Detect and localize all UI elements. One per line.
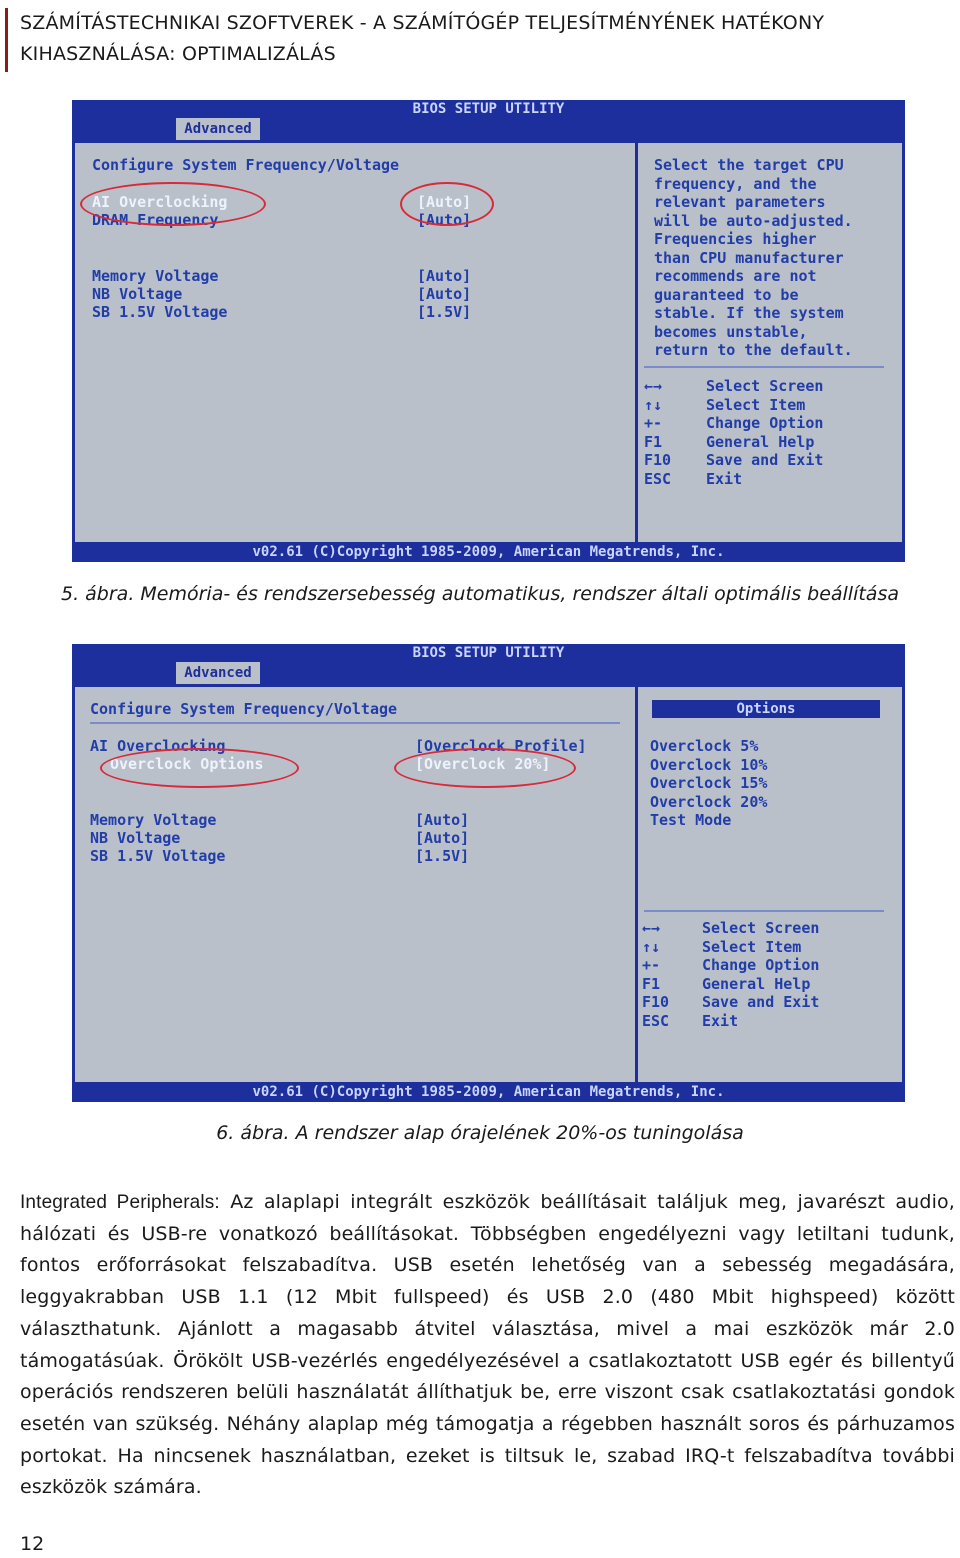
- bios-options-title: Options: [652, 700, 880, 718]
- bios-key: +-: [642, 956, 661, 974]
- highlight-circle: [394, 748, 576, 788]
- bios-setting-label: Overclock Options: [110, 755, 264, 773]
- bios-setting-label: SB 1.5V Voltage: [90, 847, 226, 865]
- bios-help-line: Frequencies higher: [654, 230, 817, 248]
- bios-key-action: Select Item: [706, 395, 806, 414]
- bios-tab-bar: [72, 662, 905, 684]
- bios-setting-value: [Auto]: [417, 285, 472, 303]
- bios-setting-label: Memory Voltage: [90, 811, 217, 829]
- bios-key: ESC: [644, 469, 672, 488]
- bios-help-line: Select the target CPU: [654, 156, 844, 174]
- bios-setting-value: [Overclock Profile]: [415, 737, 587, 755]
- bios-setting-value: [Auto]: [415, 811, 470, 829]
- bios-section-title: Configure System Frequency/Voltage: [92, 156, 400, 174]
- bios-option-item: Test Mode: [650, 811, 732, 829]
- bios-key: ↑↓: [644, 395, 663, 414]
- paragraph-lead-term: Integrated Peripherals:: [20, 1192, 220, 1213]
- bios-setting-label: Memory Voltage: [92, 267, 219, 285]
- bios-key-action: Select Screen: [706, 377, 824, 395]
- bios-key-action: Change Option: [702, 956, 820, 974]
- figure-caption-6: 6. ábra. A rendszer alap órajelének 20%-os tuningolása: [216, 1122, 744, 1144]
- bios-option-item: Overclock 20%: [650, 792, 768, 811]
- bios-setting-label: AI Overclocking: [90, 737, 226, 755]
- bios-setting-value: [Auto]: [417, 211, 472, 229]
- header-line-1: SZÁMÍTÁSTECHNIKAI SZOFTVEREK - A SZÁMÍTÓGÉP TELJESÍTMÉNYÉNEK HATÉKONY: [20, 12, 825, 34]
- bios-footer: v02.61 (C)Copyright 1985-2009, American Megatrends, Inc.: [72, 542, 905, 562]
- page-number: 12: [20, 1533, 45, 1555]
- bios-title: BIOS SETUP UTILITY: [72, 100, 905, 118]
- bios-key-action: Save and Exit: [706, 451, 824, 469]
- bios-option-item: Overclock 5%: [650, 737, 759, 755]
- bios-key: ↑↓: [642, 937, 661, 956]
- bios-key-action: Save and Exit: [702, 993, 820, 1011]
- bios-key-action: Exit: [702, 1011, 739, 1030]
- bios-help-line: becomes unstable,: [654, 322, 808, 341]
- bios-key: ←→: [644, 377, 663, 395]
- header-line-2: KIHASZNÁLÁSA: OPTIMALIZÁLÁS: [20, 43, 336, 65]
- bios-footer: v02.61 (C)Copyright 1985-2009, American Megatrends, Inc.: [72, 1082, 905, 1102]
- bios-setting-label: NB Voltage: [92, 285, 183, 303]
- bios-divider: [635, 140, 638, 542]
- bios-help-separator: [644, 910, 884, 912]
- bios-key-action: Select Screen: [702, 919, 820, 937]
- bios-help-line: will be auto-adjusted.: [654, 211, 853, 230]
- bios-key: F1: [644, 432, 663, 451]
- paragraph-text: Az alaplapi integrált eszközök beállításait találjuk meg, javarészt audio, hálózati és USB-re vonatkozó beállításokat. Többségben engedélyezni vagy letiltani tudunk, fontos erőforrásokat felszabadítva. USB esetén lehetőség van a sebesség megadására, leggyakrabban USB 1.1 (12 Mbit fullspeed) és USB 2.0 (480 Mbit highspeed) között választhatunk. Ajánlott a magasabb átvitel választása, mivel a mai eszközök már 2.0 támogatásúak. Örökölt USB-vezérlés engedélyezésével a csatlakoztatott USB egér és billentyű operációs rendszeren belüli használatát állíthatjuk be, erre viszont csak csatlakoztatási gondok esetén van szükség. Néhány alaplap még támogatja a régebben használt soros és párhuzamos portokat. Ha nincsenek használatban, ezeket is tiltsuk le, szabad IRQ-t felszabadítva további eszközök számára.: [20, 1191, 955, 1499]
- bios-section-separator: [90, 722, 620, 724]
- bios-setting-value: [Auto]: [417, 193, 472, 211]
- bios-setting-label: SB 1.5V Voltage: [92, 303, 228, 321]
- bios-setting-value: [Auto]: [415, 829, 470, 847]
- bios-help-line: relevant parameters: [654, 193, 826, 211]
- bios-divider: [635, 684, 638, 1082]
- bios-key-action: Change Option: [706, 414, 824, 432]
- bios-help-line: guaranteed to be: [654, 285, 799, 304]
- bios-screenshot-figure-6: [72, 644, 905, 1102]
- bios-title: BIOS SETUP UTILITY: [72, 644, 905, 662]
- figure-caption-5: 5. ábra. Memória- és rendszersebesség automatikus, rendszer általi optimális beállítása: [61, 583, 899, 605]
- bios-tab-advanced: Advanced: [176, 118, 260, 140]
- body-paragraph: [20, 1187, 955, 1504]
- bios-screenshot-figure-5: [72, 100, 905, 562]
- page-header: [5, 8, 905, 72]
- bios-key-action: General Help: [702, 974, 811, 993]
- bios-setting-label: DRAM Frequency: [92, 211, 219, 229]
- bios-option-item: Overclock 15%: [650, 774, 768, 792]
- bios-key: F10: [642, 993, 670, 1011]
- bios-option-item: Overclock 10%: [650, 755, 768, 774]
- bios-key: +-: [644, 414, 663, 432]
- bios-setting-value: [1.5V]: [415, 847, 470, 865]
- bios-tab-advanced: Advanced: [176, 662, 260, 684]
- bios-key: F1: [642, 974, 661, 993]
- bios-setting-label: AI Overclocking: [92, 193, 228, 211]
- bios-key-action: General Help: [706, 432, 815, 451]
- bios-setting-value: [1.5V]: [417, 303, 472, 321]
- bios-help-line: frequency, and the: [654, 174, 817, 193]
- bios-section-title: Configure System Frequency/Voltage: [90, 700, 398, 718]
- bios-help-line: recommends are not: [654, 267, 817, 285]
- bios-key: F10: [644, 451, 672, 469]
- bios-help-line: stable. If the system: [654, 304, 844, 322]
- bios-key: ←→: [642, 919, 661, 937]
- bios-setting-value: [Overclock 20%]: [415, 755, 551, 773]
- bios-key-action: Select Item: [702, 937, 802, 956]
- bios-help-line: return to the default.: [654, 341, 853, 359]
- highlight-circle: [400, 182, 494, 226]
- bios-help-line: than CPU manufacturer: [654, 248, 844, 267]
- bios-key: ESC: [642, 1011, 670, 1030]
- bios-key-action: Exit: [706, 469, 743, 488]
- highlight-circle: [100, 748, 299, 788]
- highlight-circle: [80, 182, 266, 226]
- bios-setting-label: NB Voltage: [90, 829, 181, 847]
- bios-setting-value: [Auto]: [417, 267, 472, 285]
- bios-help-separator: [644, 366, 884, 368]
- bios-tab-bar: [72, 118, 905, 140]
